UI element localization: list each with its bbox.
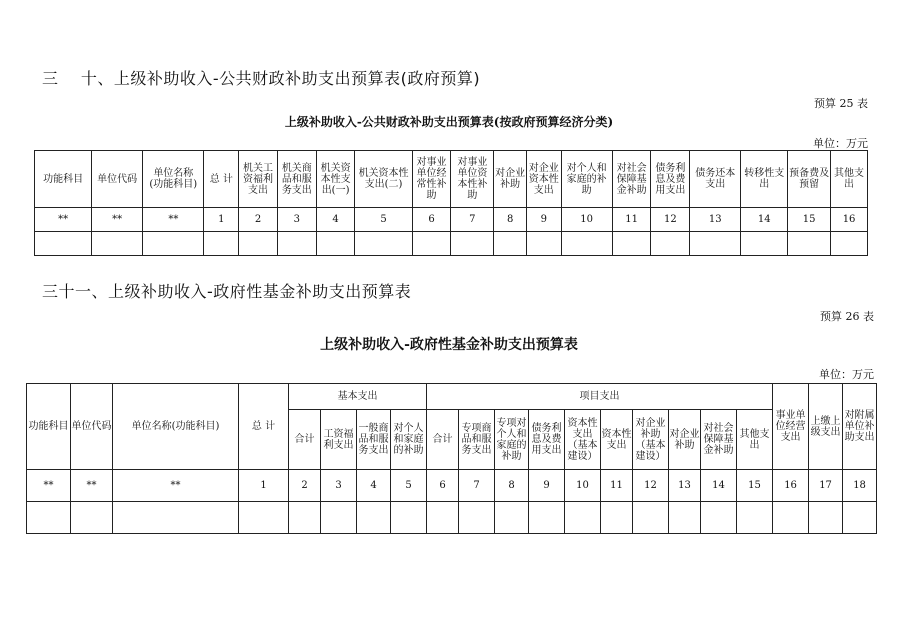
table-row [35, 208, 868, 232]
header-cell: 机关资本性 支出(二) [355, 151, 412, 208]
table-row [27, 470, 877, 502]
table-cell: 18 [843, 470, 877, 502]
header-cell: 对社会 保障基 金补助 [612, 151, 651, 208]
budget-table-code-25: 预算 25 表 [814, 97, 868, 110]
unit-label-2: 单位：万元 [819, 368, 874, 381]
header-cell: 单位名称(功能科目) [113, 384, 239, 470]
table-cell: 7 [459, 470, 495, 502]
table-cell: 2 [239, 208, 278, 232]
table-cell: 14 [701, 470, 737, 502]
header-cell: 对事业 单位资 本性补 助 [451, 151, 494, 208]
table-cell: 8 [494, 208, 527, 232]
table-title-1: 上级补助收入-公共财政补助支出预算表(按政府预算经济分类) [284, 115, 614, 129]
table-cell: 12 [651, 208, 690, 232]
table-cell: ** [143, 208, 204, 232]
table-header-row [35, 151, 868, 208]
table-cell: 1 [204, 208, 239, 232]
table-cell: 15 [788, 208, 831, 232]
table-cell: 9 [529, 470, 565, 502]
header-cell: 其他支 出 [831, 151, 868, 208]
table-cell: 9 [526, 208, 561, 232]
section-title-30: 三 十、上级补助收入-公共财政补助支出预算表(政府预算) [42, 69, 481, 88]
header-cell: 功能科目 [27, 384, 71, 470]
group-header-basic: 基本支出 [289, 384, 427, 410]
table-cell: 17 [809, 470, 843, 502]
header-cell: 债务还本 支出 [690, 151, 741, 208]
table-cell: ** [35, 208, 92, 232]
table-cell: ** [113, 470, 239, 502]
table-cell: ** [27, 470, 71, 502]
table-cell: 6 [412, 208, 451, 232]
table-cell: 3 [321, 470, 357, 502]
header-cell: 单位名称 (功能科目) [143, 151, 204, 208]
table-cell: 3 [277, 208, 316, 232]
header-cell: 单位代码 [92, 151, 143, 208]
table-cell: 11 [601, 470, 633, 502]
table-cell: 4 [357, 470, 391, 502]
table-cell: 16 [773, 470, 809, 502]
header-cell: 对企业 资本性 支出 [526, 151, 561, 208]
header-cell: 一般商 品和服 务支出 [357, 410, 391, 470]
table-row-empty [27, 502, 877, 534]
table-cell: 11 [612, 208, 651, 232]
fund-subsidy-expenditure-table [26, 383, 877, 534]
header-cell: 对附属 单位补 助支出 [843, 384, 877, 470]
fiscal-subsidy-expenditure-table [34, 150, 868, 256]
header-cell: 对社会 保障基 金补助 [701, 410, 737, 470]
table-title-2: 上级补助收入-政府性基金补助支出预算表 [320, 337, 578, 353]
table-cell: 10 [561, 208, 612, 232]
table-row-empty [35, 232, 868, 256]
header-cell: 对企业 补助 [669, 410, 701, 470]
header-cell: 预备费及 预留 [788, 151, 831, 208]
header-cell: 对个人 和家庭 的补助 [391, 410, 427, 470]
header-cell: 功能科目 [35, 151, 92, 208]
table-cell: 10 [565, 470, 601, 502]
header-cell: 机关资 本性支 出(一) [316, 151, 355, 208]
header-cell: 对事业 单位经 常性补 助 [412, 151, 451, 208]
header-cell: 合计 [427, 410, 459, 470]
table-cell: 13 [690, 208, 741, 232]
header-cell: 债务利 息及费 用支出 [651, 151, 690, 208]
table-cell: 2 [289, 470, 321, 502]
table-cell: 15 [737, 470, 773, 502]
table-cell: 14 [741, 208, 788, 232]
unit-label-1: 单位：万元 [813, 137, 868, 150]
header-cell: 机关工 资福利 支出 [239, 151, 278, 208]
table-cell: 16 [831, 208, 868, 232]
budget-table-code-26: 预算 26 表 [820, 310, 874, 323]
header-cell: 对企业 补助 [494, 151, 527, 208]
table-cell: 8 [495, 470, 529, 502]
table-cell: ** [71, 470, 113, 502]
table-cell: 5 [391, 470, 427, 502]
group-header-project: 项目支出 [427, 384, 773, 410]
table-group-header-row [27, 384, 877, 410]
header-cell: 对企业 补助 （基本 建设） [633, 410, 669, 470]
table-cell: 13 [669, 470, 701, 502]
header-cell: 事业单 位经营 支出 [773, 384, 809, 470]
table-cell: 6 [427, 470, 459, 502]
header-cell: 总 计 [204, 151, 239, 208]
table-cell: 12 [633, 470, 669, 502]
table-cell: 5 [355, 208, 412, 232]
table-cell: ** [92, 208, 143, 232]
table-cell: 7 [451, 208, 494, 232]
header-cell: 对个人和 家庭的补 助 [561, 151, 612, 208]
header-cell: 单位代码 [71, 384, 113, 470]
header-cell: 合计 [289, 410, 321, 470]
header-cell: 其他支 出 [737, 410, 773, 470]
header-cell: 专项对 个人和 家庭的 补助 [495, 410, 529, 470]
section-title-31: 三十一、上级补助收入-政府性基金补助支出预算表 [42, 282, 412, 301]
table-cell: 1 [239, 470, 289, 502]
table-cell: 4 [316, 208, 355, 232]
header-cell: 总 计 [239, 384, 289, 470]
header-cell: 资本性 支出 （基本 建设） [565, 410, 601, 470]
header-cell: 转移性支 出 [741, 151, 788, 208]
header-cell: 债务利 息及费 用支出 [529, 410, 565, 470]
header-cell: 工资福 利支出 [321, 410, 357, 470]
header-cell: 机关商 品和服 务支出 [277, 151, 316, 208]
header-cell: 资本性 支出 [601, 410, 633, 470]
header-cell: 上缴上 级支出 [809, 384, 843, 470]
header-cell: 专项商 品和服 务支出 [459, 410, 495, 470]
